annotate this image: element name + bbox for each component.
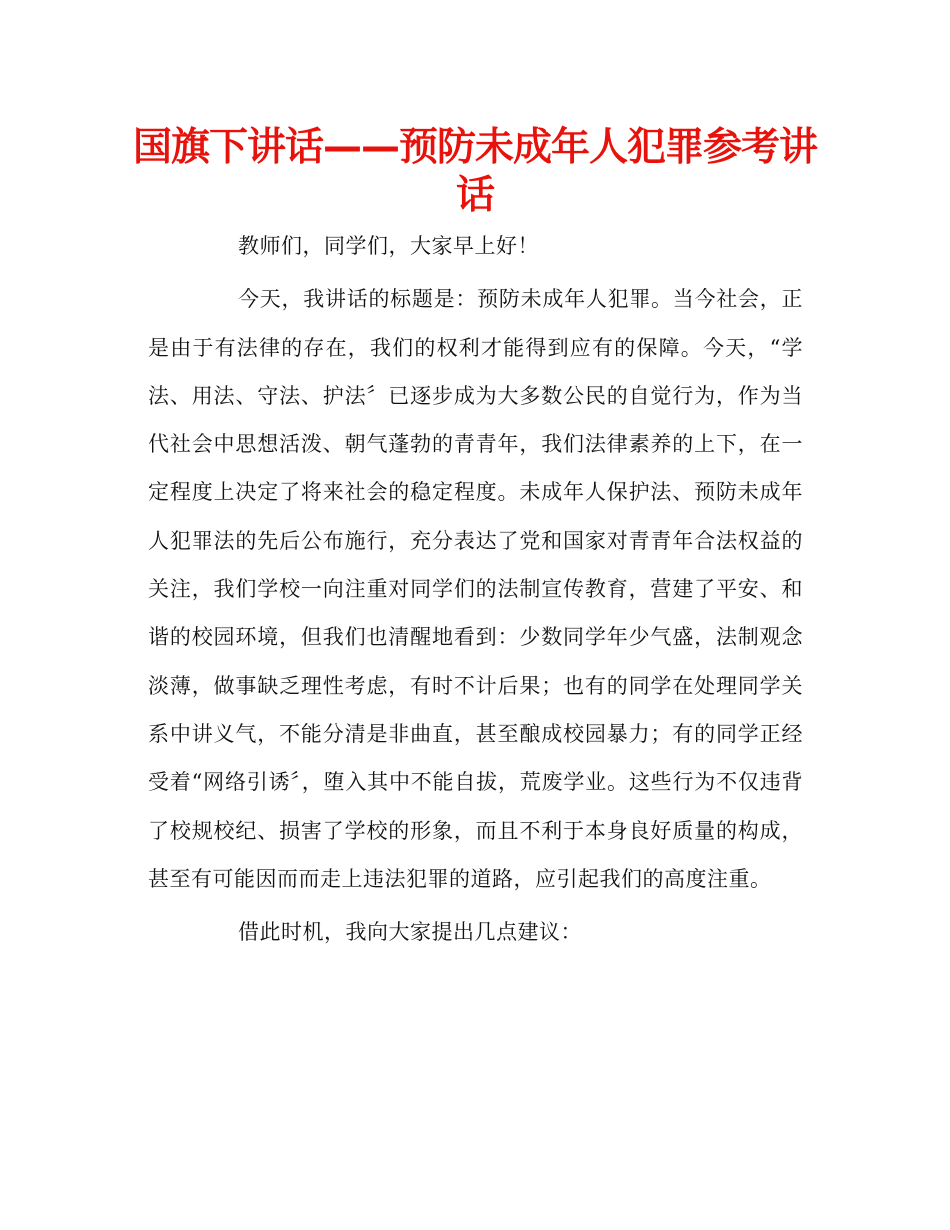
- document-title: 国旗下讲话——预防未成年人犯罪参考讲话: [132, 125, 817, 218]
- paragraph-greeting: 教师们，同学们，大家早上好！: [238, 234, 539, 258]
- document-body: [148, 222, 803, 956]
- paragraph-suggestions-intro: 借此时机，我向大家提出几点建议：: [238, 920, 582, 945]
- paragraph-main: 今天，我讲话的标题是：预防未成年人犯罪。当今社会，正是由于有法律的存在，我们的权利才能得到应有的保障。今天，“学法、用法、守法、护法〞已逐步成为大多数公民的自觉行为，作为当代社会中思想活泼、朝气蓬勃的青青年，我们法律素养的上下，在一定程度上决定了将来社会的稳定程度。未成年人保护法、预防未成年人犯罪法的先后公布施行，充分表达了党和国家对青青年合法权益的关注，我们学校一向注重对同学们的法制宣传教育，营建了平安、和谐的校园环境，但我们也清醒地看到：少数同学年少气盛，法制观念淡薄，做事缺乏理性考虑，有时不计后果；也有的同学在处理同学关系中讲义气，不能分清是非曲直，甚至酿成校园暴力；有的同学正经受着“网络引诱〞，堕入其中不能自拔，荒废学业。这些行为不仅违背了校规校纪、损害了学校的形象，而且不利于本身良好质量的构成，甚至有可能因而而走上违法犯罪的道路，应引起我们的高度注重。: [148, 287, 803, 891]
